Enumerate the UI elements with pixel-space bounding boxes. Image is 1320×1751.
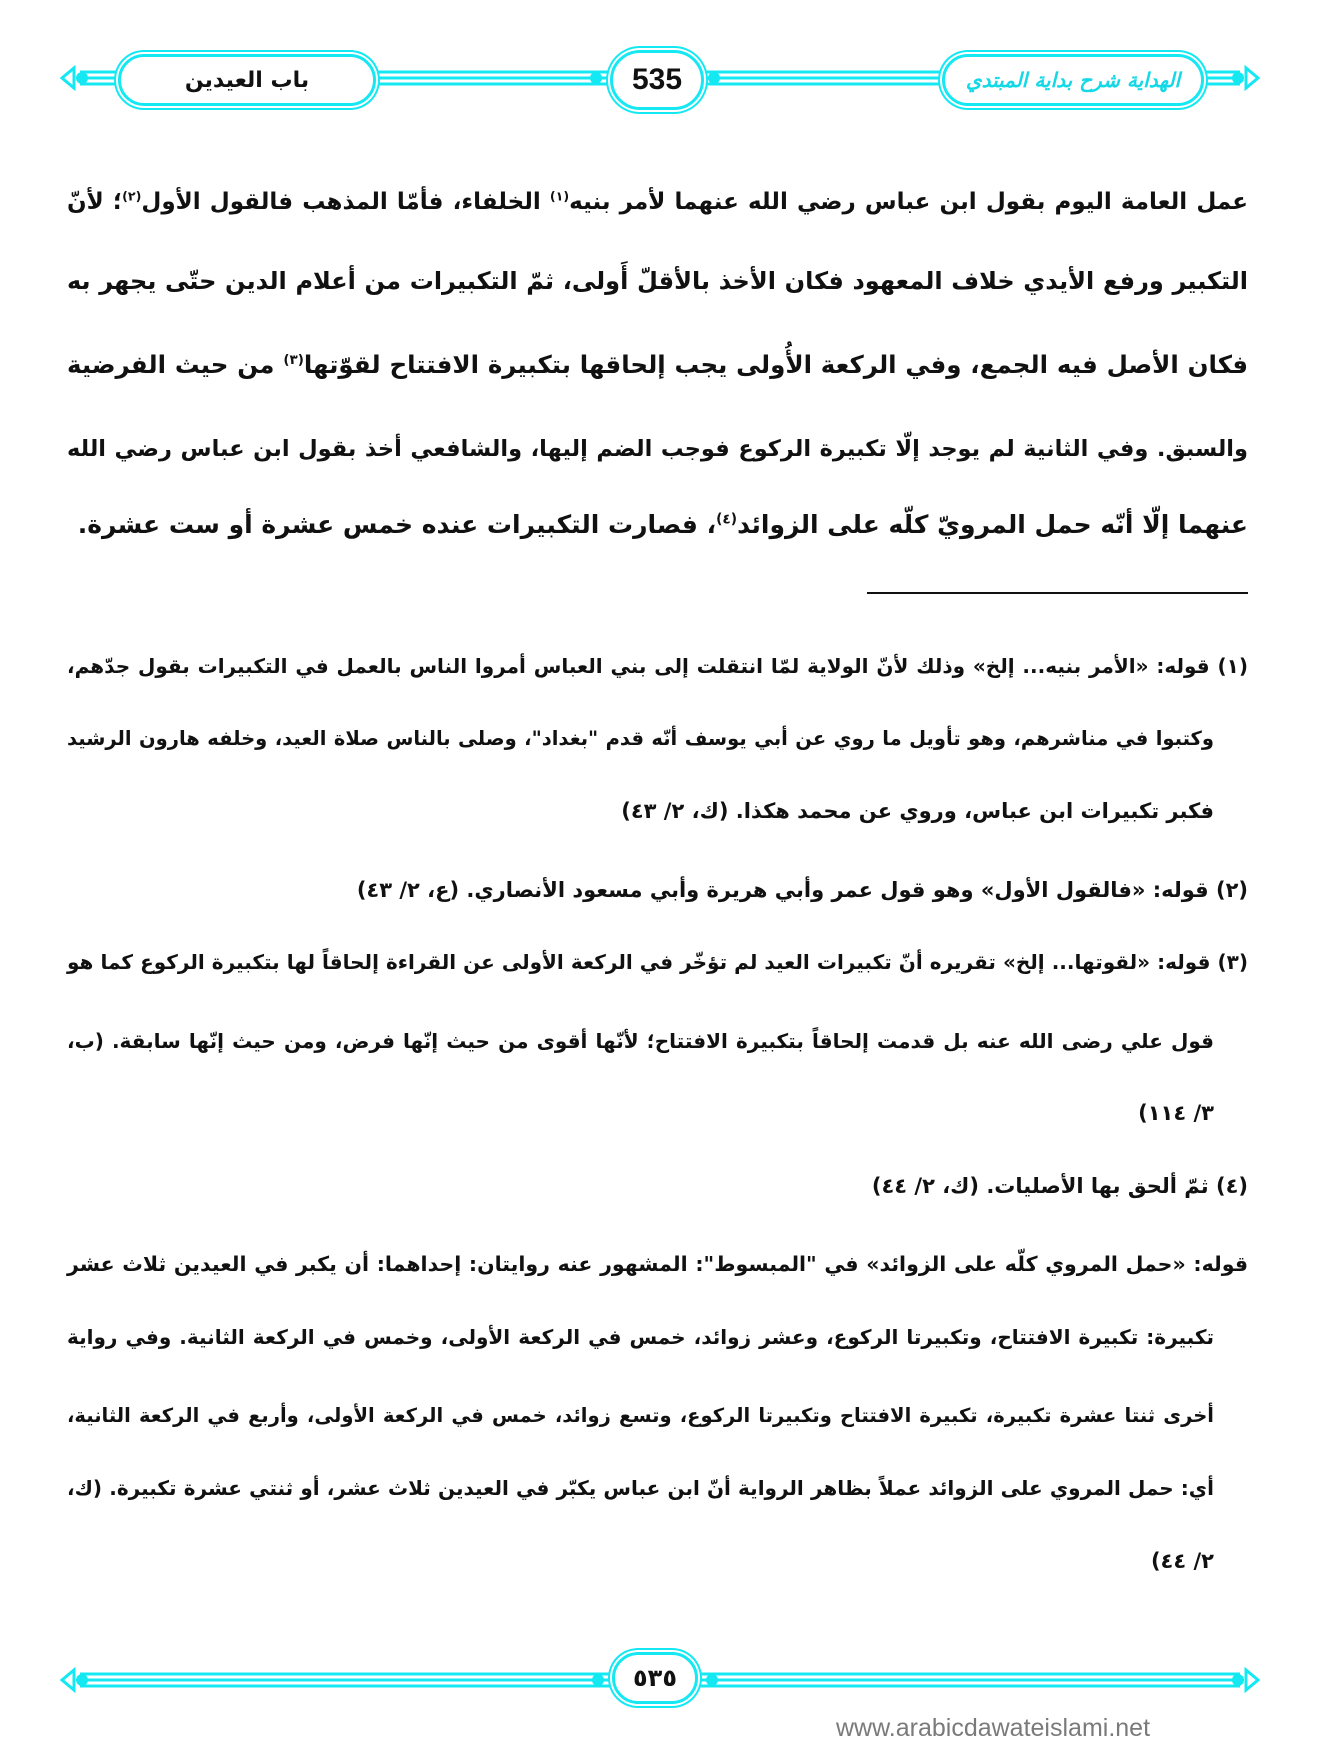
text-segment: التكبير ورفع الأيدي خلاف المعهود فكان الأخذ بالأقلّ أَولى، ثمّ التكبيرات من أعلام الدين حتّى يجهر به — [67, 267, 1248, 295]
body-line — [67, 261, 1248, 301]
text-segment: ٢/ ٤٤) — [1150, 1549, 1214, 1573]
footnote-line — [67, 1097, 1214, 1129]
text-segment: ، فصارت التكبيرات عنده خمس عشرة أو ست عشرة. — [77, 510, 717, 539]
body-line — [67, 182, 1248, 222]
footnote-line — [67, 1400, 1214, 1432]
footnote-line — [67, 650, 1248, 682]
text-segment: وهو قول عمر وأبي هريرة وأبي مسعود الأنصاري. (ع، ٢/ ٤٣) — [356, 878, 981, 902]
text-segment: فكبر تكبيرات ابن عباس، وروي عن محمد هكذا. (ك، ٢/ ٤٣) — [621, 799, 1214, 823]
footnote-line — [67, 874, 1248, 906]
text-segment: الخلفاء، فأمّا المذهب فالقول الأول — [141, 189, 550, 215]
footnote-line — [67, 1472, 1214, 1504]
text-segment: تقريره أنّ تكبيرات العيد لم تؤخّر في الركعة الأولى عن القراءة إلحاقاً لها بتكبيرة الركوع كما هو — [67, 950, 1003, 974]
footnote-marker: (٢) — [122, 188, 142, 204]
text-segment: قوله: «حمل المروي كلّه على الزوائد» — [866, 1252, 1248, 1276]
text-segment: ؛ لأنّ — [67, 189, 123, 215]
footnote-marker: (٣) — [283, 351, 304, 368]
text-segment: ٣/ ١١٤) — [1138, 1101, 1214, 1125]
footer-page-number: ٥٣٥ — [612, 1652, 698, 1704]
text-segment: وكتبوا في مناشرهم، وهو تأويل ما روي عن أبي يوسف أنّه قدم "بغداد"، وصلى بالناس صلاة العيد، وخلفه هارون الرشيد — [67, 727, 1214, 750]
text-segment: من حيث الفرضية — [67, 350, 284, 379]
body-line — [67, 429, 1248, 469]
text-segment: أخرى ثنتا عشرة تكبيرة، تكبيرة الافتتاح وتكبيرتا الركوع، وتسع زوائد، خمس في الركعة الأولى، وأربع في الركعة الثانية، — [67, 1404, 1214, 1427]
footnote-marker: (٤) — [716, 511, 738, 528]
text-segment: (١) قوله: «الأمر بنيه... إلخ» — [972, 654, 1248, 678]
text-segment: عمل العامة اليوم بقول ابن عباس رضي الله عنهما لأمر بنيه — [569, 189, 1248, 215]
footnote-line — [67, 1170, 1248, 1202]
text-segment: والسبق. وفي الثانية لم يوجد إلّا تكبيرة الركوع فوجب الضم إليها، والشافعي أخذ بقول ابن عباس رضي الله — [67, 436, 1248, 462]
page-number: 535 — [610, 50, 704, 110]
footnote-line — [67, 1025, 1214, 1057]
footnote-line — [67, 946, 1248, 978]
footnote-line — [67, 795, 1214, 827]
text-segment: قول علي رضى الله عنه بل قدمت إلحاقاً بتكبيرة الافتتاح؛ لأنّها أقوى من حيث إنّها فرض، ومن حيث إنّها سابقة. (ب، — [67, 1029, 1214, 1053]
book-title-logo: الهداية شرح بداية المبتدي — [942, 54, 1204, 106]
text-segment: تكبيرة: تكبيرة الافتتاح، وتكبيرتا الركوع، وعشر زوائد، خمس في الركعة الأولى، وخمس في الركعة الثانية. وفي رواية — [67, 1325, 1214, 1349]
text-segment: فكان الأصل فيه الجمع، وفي الركعة الأُولى يجب إلحاقها بتكبيرة الافتتاح لقوّتها — [303, 350, 1248, 379]
text-segment: (٢) قوله: «فالقول الأول» — [980, 878, 1248, 902]
text-segment: (٣) قوله: «لقوتها... إلخ» — [1002, 950, 1248, 974]
text-segment: وذلك لأنّ الولاية لمّا انتقلت إلى بني العباس أمروا الناس بالعمل في التكبيرات بقول جدّهم، — [67, 654, 973, 678]
website-url: www.arabicdawateislami.net — [836, 1714, 1151, 1742]
text-segment: عنهما إلّا أنّه حمل المرويّ كلّه على الزوائد — [737, 510, 1248, 539]
text-segment: أي: حمل المروي على الزوائد عملاً بظاهر الرواية أنّ ابن عباس يكبّر في العيدين ثلاث عشر، أو ثنتي عشرة تكبيرة. (ك، — [67, 1476, 1214, 1500]
footnote-line — [67, 1248, 1248, 1280]
chapter-title: باب العيدين — [118, 54, 376, 106]
body-line — [67, 505, 1248, 545]
footnote-line — [67, 1321, 1214, 1353]
footnote-line — [67, 723, 1214, 755]
footnote-marker: (١) — [549, 188, 570, 204]
text-segment: (٤) ثمّ ألحق بها الأصليات. (ك، ٢/ ٤٤) — [871, 1174, 1248, 1198]
footnote-divider — [867, 592, 1248, 594]
body-line — [67, 345, 1248, 385]
footnote-line — [67, 1545, 1214, 1577]
text-segment: في "المبسوط": المشهور عنه روايتان: إحداهما: أن يكبر في العيدين ثلاث عشر — [67, 1252, 867, 1276]
